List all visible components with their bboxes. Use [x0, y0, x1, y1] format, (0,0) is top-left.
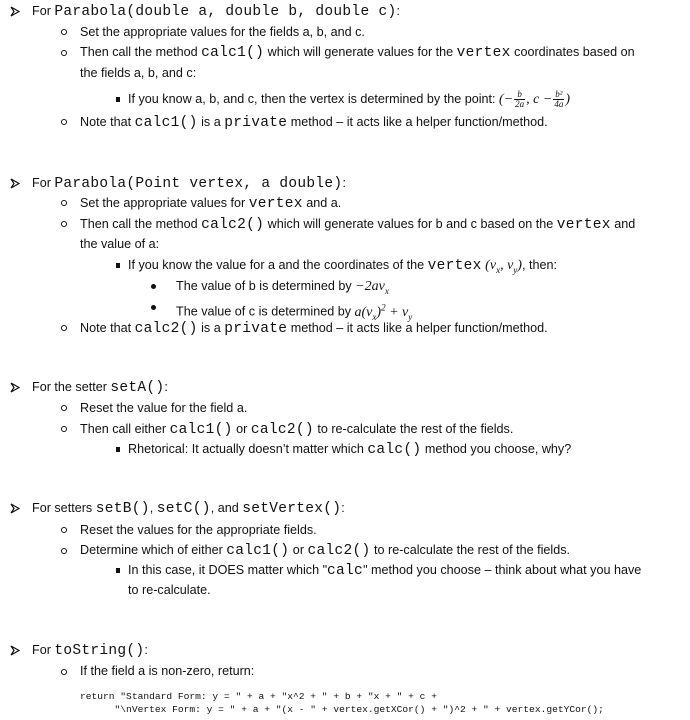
section-header: For the setter setA():: [32, 380, 168, 396]
section-header: For Parabola(Point vertex, a double):: [32, 176, 346, 192]
section-header: For setters setB(), setC(), and setVertex():: [32, 501, 345, 517]
section-header: For Parabola(double a, double b, double c):: [32, 4, 400, 20]
circle-bullet-icon: [61, 669, 67, 675]
arrow-bullet-icon: [10, 382, 20, 393]
arrow-bullet-icon: [10, 503, 20, 514]
sub-sub-item: The value of b is determined by $-2av_x$: [176, 279, 389, 296]
list-item: Note that calc1() is a private method – it acts like a helper function/method.: [80, 115, 548, 131]
list-item: Then call the method calc2() which will generate values for b and c based on the vertex and: [80, 217, 636, 233]
code-line: "\nVertex Form: y = " + a + "(x - " + vertex.getXCor() + ")^2 + " + vertex.getYCor();: [80, 704, 604, 715]
list-item: Determine which of either calc1() or calc2() to re-calculate the rest of the fields.: [80, 543, 571, 559]
circle-bullet-icon: [61, 119, 67, 125]
list-item: Then call the method calc1() which will generate values for the vertex coordinates based on: [80, 45, 635, 61]
list-item: Then call either calc1() or calc2() to re-calculate the rest of the fields.: [80, 422, 514, 438]
circle-bullet-icon: [61, 426, 67, 432]
sub-item: In this case, it DOES matter which "calc" method you choose – think about what you have: [128, 563, 642, 579]
square-bullet-icon: [116, 447, 120, 452]
circle-bullet-icon: [61, 325, 67, 331]
sub-item-continuation: to re-calculate.: [128, 583, 211, 597]
list-item: Reset the values for the appropriate fields.: [80, 523, 317, 537]
section-header: For toString():: [32, 643, 148, 659]
sub-item: If you know a, b, and c, then the vertex is determined by the point: (− $\frac{b}{2a}$ , c − $\frac{\text{b²}}{4a}$ ): [128, 89, 570, 110]
arrow-bullet-icon: [10, 6, 20, 17]
sub-item: Rhetorical: It actually doesn’t matter which calc() method you choose, why?: [128, 442, 572, 458]
square-bullet-icon: [116, 263, 120, 268]
list-item: Set the appropriate values for the fields a, b, and c.: [80, 25, 365, 39]
square-bullet-icon: [116, 568, 120, 573]
arrow-bullet-icon: [10, 645, 20, 656]
list-item: Note that calc2() is a private method – it acts like a helper function/method.: [80, 321, 548, 337]
list-item: Reset the value for the field a.: [80, 401, 248, 415]
arrow-bullet-icon: [10, 178, 20, 189]
sub-sub-item: The value of c is determined by $a(v_x)^2 + v_y$: [176, 302, 413, 322]
list-item: If the field a is non-zero, return:: [80, 664, 255, 678]
circle-bullet-icon: [61, 50, 67, 56]
dot-bullet-icon: [151, 305, 156, 310]
circle-bullet-icon: [61, 527, 67, 533]
dot-bullet-icon: [151, 284, 156, 289]
circle-bullet-icon: [61, 29, 67, 35]
code-line: return "Standard Form: y = " + a + "x^2 + " + b + "x + " + c +: [80, 691, 437, 702]
square-bullet-icon: [116, 97, 120, 102]
circle-bullet-icon: [61, 221, 67, 227]
list-item-continuation: the fields a, b, and c:: [80, 66, 197, 80]
list-item: Set the appropriate values for vertex and a.: [80, 196, 342, 212]
list-item-continuation: the value of a:: [80, 237, 160, 251]
circle-bullet-icon: [61, 548, 67, 554]
sub-item: If you know the value for a and the coordinates of the vertex ($v_x$, $v_y$), then:: [128, 258, 557, 275]
circle-bullet-icon: [61, 405, 67, 411]
circle-bullet-icon: [61, 200, 67, 206]
